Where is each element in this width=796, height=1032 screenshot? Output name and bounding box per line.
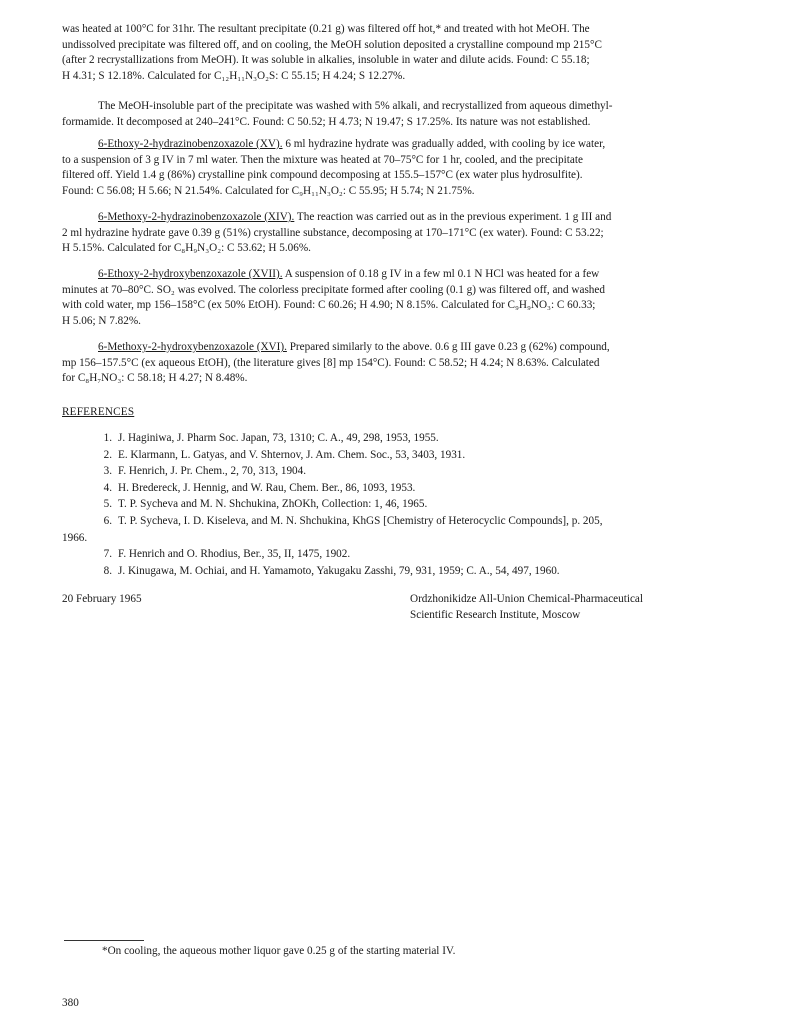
text-line: (after 2 recrystallizations from MeOH). It was soluble in alkalies, insoluble in water and dilute acids. Found: C 55.18;	[62, 54, 590, 67]
submission-date: 20 February 1965	[62, 593, 142, 605]
text-line: minutes at 70–80°C. SO₂ was evolved. The colorless precipitate formed after cooling (0.1 g) was filtered off, and washed	[62, 283, 605, 296]
text-line: 2 ml hydrazine hydrate gave 0.39 g (51%) crystalline substance, decomposing at 170–171°C (ex water). Found: C 53.22;	[62, 226, 604, 239]
paragraph-compound-xvii	[62, 267, 742, 329]
references-heading: REFERENCES	[62, 406, 135, 418]
paragraph-compound-xvi	[62, 340, 742, 387]
text-line: Found: C 56.08; H 5.66; N 21.54%. Calculated for C₉H₁₁N₃O₂: C 55.95; H 5.74; N 21.75%.	[62, 184, 475, 197]
text-line: H 5.06; N 7.82%.	[62, 314, 141, 327]
text-line: H 4.31; S 12.18%. Calculated for C₁₂H₁₁N₃O₂S: C 55.15; H 4.24; S 12.27%.	[62, 69, 406, 82]
compound-heading: 6-Ethoxy-2-hydroxybenzoxazole (XVII).	[98, 268, 283, 280]
text-line: H 5.15%. Calculated for C₈H₉N₃O₂: C 53.62; H 5.06%.	[62, 242, 311, 255]
reference-item: 7. F. Henrich and O. Rhodius, Ber., 35, II, 1475, 1902.	[103, 548, 351, 561]
text-line: filtered off. Yield 1.4 g (86%) crystalline pink compound decomposing at 155.5–157°C (ex water plus hydrosulfite).	[62, 169, 583, 182]
paragraph-compound-xv	[62, 137, 742, 199]
text-line: 6-Methoxy-2-hydrazinobenzoxazole (XIV). The reaction was carried out as in the previous experiment. 1 g III and	[98, 211, 612, 223]
text-line: undissolved precipitate was filtered off, and on cooling, the MeOH solution deposited a crystalline compound mp 215°C	[62, 38, 602, 51]
reference-item: 8. J. Kinugawa, M. Ochiai, and H. Yamamoto, Yakugaku Zasshi, 79, 931, 1959; C. A., 54, 497, 1960.	[103, 564, 560, 577]
page-number: 380	[62, 997, 79, 1009]
reference-item: 1. J. Haginiwa, J. Pharm Soc. Japan, 73, 1310; C. A., 49, 298, 1953, 1955.	[103, 432, 439, 444]
reference-item: 4. H. Bredereck, J. Hennig, and W. Rau, Chem. Ber., 86, 1093, 1953.	[103, 481, 416, 494]
text-line: 6-Ethoxy-2-hydroxybenzoxazole (XVII). A suspension of 0.18 g IV in a few ml 0.1 N HCl was heated for a few	[98, 268, 600, 280]
reference-item: 3. F. Henrich, J. Pr. Chem., 2, 70, 313, 1904.	[103, 465, 307, 478]
compound-heading: 6-Ethoxy-2-hydrazinobenzoxazole (XV).	[98, 138, 283, 150]
footnote-divider	[64, 940, 144, 941]
affiliation-line: Ordzhonikidze All-Union Chemical-Pharmaceutical	[410, 593, 643, 605]
reference-item: 6. T. P. Sycheva, I. D. Kiseleva, and M. N. Shchukina, KhGS [Chemistry of Heterocyclic Compounds], p. 205,	[103, 514, 603, 527]
text-line: for C₈H₇NO₃: C 58.18; H 4.27; N 8.48%.	[62, 372, 248, 385]
text-line: formamide. It decomposed at 240–241°C. Found: C 50.52; H 4.73; N 19.47; S 17.25%. Its nature was not established.	[62, 115, 591, 128]
reference-list	[62, 431, 742, 580]
text-line: 6-Methoxy-2-hydroxybenzoxazole (XVI). Prepared similarly to the above. 0.6 g III gave 0.23 g (62%) compound,	[98, 341, 610, 353]
reference-item: 2. E. Klarmann, L. Gatyas, and V. Shternov, J. Am. Chem. Soc., 53, 3403, 1931.	[103, 448, 466, 461]
paragraph-meoh-insoluble	[62, 99, 742, 130]
text-line: was heated at 100°C for 31hr. The resultant precipitate (0.21 g) was filtered off hot,* and treated with hot MeOH. The	[62, 23, 590, 35]
text-line: to a suspension of 3 g IV in 7 ml water. Then the mixture was heated at 70–75°C for 1 hr, cooled, and the precipitate	[62, 153, 583, 166]
text-line: 6-Ethoxy-2-hydrazinobenzoxazole (XV). 6 ml hydrazine hydrate was gradually added, with cooling by ice water,	[98, 138, 606, 150]
affiliation-line: Scientific Research Institute, Moscow	[410, 608, 581, 621]
paragraph-compound-xiv	[62, 210, 742, 257]
paragraph-continuation	[62, 22, 742, 84]
text-line: The MeOH-insoluble part of the precipitate was washed with 5% alkali, and recrystallized from aqueous dimethyl-	[98, 100, 613, 112]
compound-heading: 6-Methoxy-2-hydroxybenzoxazole (XVI).	[98, 341, 287, 353]
reference-item: 5. T. P. Sycheva and M. N. Shchukina, ZhOKh, Collection: 1, 46, 1965.	[103, 498, 428, 511]
text-line: mp 156–157.5°C (ex aqueous EtOH), (the literature gives [8] mp 154°C). Found: C 58.52; H 4.24; N 8.63%. Calculated	[62, 356, 600, 369]
reference-continuation: 1966.	[62, 531, 88, 544]
author-affiliation	[410, 592, 643, 623]
footnote: *On cooling, the aqueous mother liquor gave 0.25 g of the starting material IV.	[102, 945, 456, 957]
text-line: with cold water, mp 156–158°C (ex 50% EtOH). Found: C 60.26; H 4.90; N 8.15%. Calculated for C₉H₉NO₃: C 60.33;	[62, 299, 596, 312]
compound-heading: 6-Methoxy-2-hydrazinobenzoxazole (XIV).	[98, 211, 295, 223]
